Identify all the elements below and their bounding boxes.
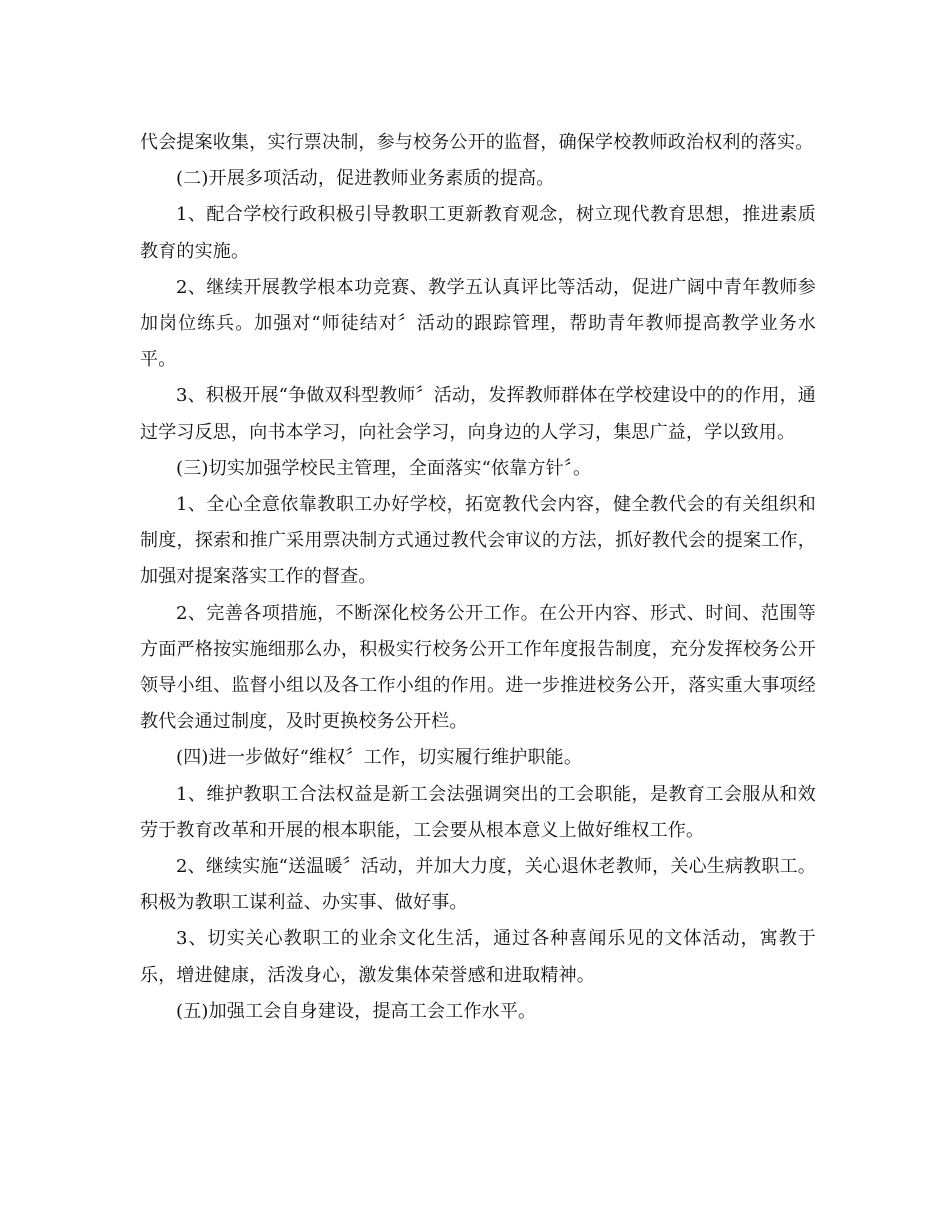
section-heading-3: (三)切实加强学校民主管理，全面落实“依靠方针〞。 bbox=[176, 457, 592, 479]
paragraph: 3、切实关心教职工的业余文化生活，通过各种喜闻乐见的文体活动，寓教于乐，增进健康，活泼身心，激发集体荣誉感和进取精神。 bbox=[140, 928, 816, 986]
paragraph: 2、继续实施“送温暖〞活动，并加大力度，关心退休老教师，关心生病教职工。积极为教职工谋利益、办实事、做好事。 bbox=[140, 856, 816, 914]
paragraph: 代会提案收集，实行票决制，参与校务公开的监督，确保学校教师政治权利的落实。 bbox=[140, 132, 814, 153]
paragraph: 1、维护教职工合法权益是新工会法强调突出的工会职能，是教育工会服从和效劳于教育改革和开展的根本职能，工会要从根本意义上做好维权工作。 bbox=[140, 783, 816, 841]
section-heading-2: (二)开展多项活动，促进教师业务素质的提高。 bbox=[176, 168, 555, 190]
paragraph: 1、全心全意依靠教职工办好学校，拓宽教代会内容，健全教代会的有关组织和制度，探索和推广采用票决制方式通过教代会审议的方法，抓好教代会的提案工作，加强对提案落实工作的督查。 bbox=[140, 494, 816, 588]
paragraph: 2、继续开展教学根本功竞赛、教学五认真评比等活动，促进广阔中青年教师参加岗位练兵。加强对“师徒结对〞活动的跟踪管理，帮助青年教师提高教学业务水平。 bbox=[140, 276, 816, 371]
paragraph: 2、完善各项措施，不断深化校务公开工作。在公开内容、形式、时间、范围等方面严格按实施细那么办，积极实行校务公开工作年度报告制度，充分发挥校务公开领导小组、监督小组以及各工作小组的作用。进一步推进校务公开，落实重大事项经教代会通过制度，及时更换校务公开栏。 bbox=[140, 602, 816, 733]
paragraph: 3、积极开展“争做双科型教师〞活动，发挥教师群体在学校建设中的的作用，通过学习反思，向书本学习，向社会学习，向身边的人学习，集思广益，学以致用。 bbox=[140, 385, 816, 443]
section-heading-5: (五)加强工会自身建设，提高工会工作水平。 bbox=[176, 1000, 537, 1022]
paragraph: 1、配合学校行政积极引导教职工更新教育观念，树立现代教育思想，推进素质教育的实施。 bbox=[140, 204, 816, 262]
document-body bbox=[140, 125, 816, 1030]
section-heading-4: (四)进一步做好“维权〞工作，切实履行维护职能。 bbox=[176, 747, 583, 769]
